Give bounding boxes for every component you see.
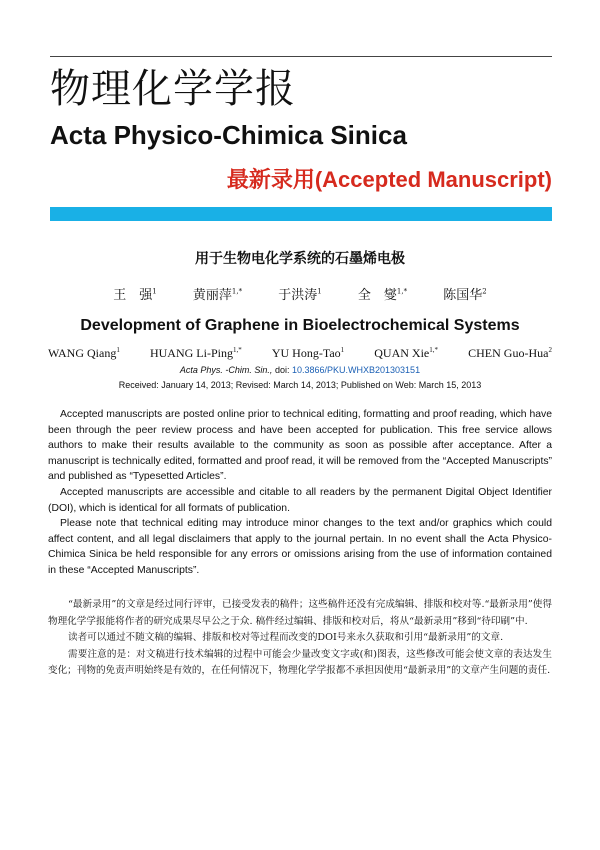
accepted-manuscript-label: 最新录用(Accepted Manuscript) (226, 167, 552, 192)
notice-english (48, 407, 552, 579)
notice-paragraph: Please note that technical editing may introduce minor changes to the text and/or graphics which could affect content, and all legal disclaimers that apply to the journal pertain. In no event shall the Acta Physico-Chimica Sinica be held responsible for any errors or omissions arising from the use of information contained in these “Accepted Manuscripts”. (48, 518, 552, 576)
cn-author: 王 强$^1$ (113, 287, 157, 303)
en-author: YU Hong-Tao$^1$ (271, 346, 345, 360)
header-rule (50, 56, 552, 57)
cn-author-list (0, 284, 600, 303)
notice-paragraph: “最新录用”的文章是经过同行评审，已接受发表的稿件；这些稿件还没有完成编辑、排版和校对等.“最新录用”使得物理化学学报能将作者的研究成果尽早公之于众. 稿件经过编辑、排版和校对后，将从“最新录用”移到“待印刷”中. (48, 599, 552, 627)
en-author: CHEN Guo-Hua$^2$ (468, 346, 552, 360)
cn-author: 黄丽萍$^{1,*}$ (192, 287, 243, 303)
article-en-title: Development of Graphene in Bioelectrochemical Systems (80, 317, 520, 334)
cn-author: 全 燮$^{1,*}$ (357, 287, 408, 303)
notice-paragraph: 读者可以通过不随文稿的编辑、排版和校对等过程而改变的DOI号来永久获取和引用“最新录用”的文章. (68, 632, 504, 643)
doi-link[interactable]: 10.3866/PKU.WHXB201303151 (291, 365, 421, 375)
cn-author: 陈国华$^2$ (443, 287, 487, 303)
en-author: HUANG Li-Ping$^{1,*}$ (149, 346, 242, 360)
notice-paragraph: Accepted manuscripts are accessible and citable to all readers by the permanent Digital Object Identifier (DOI), which is identical for all formats of publication. (48, 486, 552, 514)
received-dates: Received: January 14, 2013; Revised: March 14, 2013; Published on Web: March 15, 2013 (118, 380, 482, 390)
journal-cn-title: 物理化学学报 (50, 66, 296, 112)
en-author: QUAN Xie$^{1,*}$ (374, 346, 439, 360)
en-author-list (48, 346, 552, 361)
journal-abbrev: Acta Phys. -Chim. Sin., (179, 365, 273, 375)
notice-chinese (48, 597, 552, 680)
journal-en-title: Acta Physico-Chimica Sinica (50, 120, 407, 150)
cn-author: 于洪涛$^1$ (278, 287, 322, 303)
en-author: WANG Qiang$^1$ (48, 346, 120, 360)
doi-label: doi: (274, 365, 290, 375)
header-accent-bar (50, 207, 552, 221)
notice-paragraph: 需要注意的是：对文稿进行技术编辑的过程中可能会少量改变文字或(和)图表，这些修改可能会使文章的表达发生变化；刊物的免责声明始终是有效的，在任何情况下，物理化学学报都不承担因使用“最新录用”的文章产生问题的责任. (48, 648, 552, 676)
citation-line (0, 365, 600, 375)
article-cn-title: 用于生物电化学系统的石墨烯电极 (195, 251, 405, 267)
notice-paragraph: Accepted manuscripts are posted online prior to technical editing, formatting and proof reading, which have been through the peer review process and have been accepted for publication. This free service allows authors to make their results available to the community as soon as possible after acceptance. After a manuscript is technically edited, formatted and proof read, it will be removed from the “Accepted Manuscripts” and published as “Typesetted Articles”. (48, 409, 552, 483)
